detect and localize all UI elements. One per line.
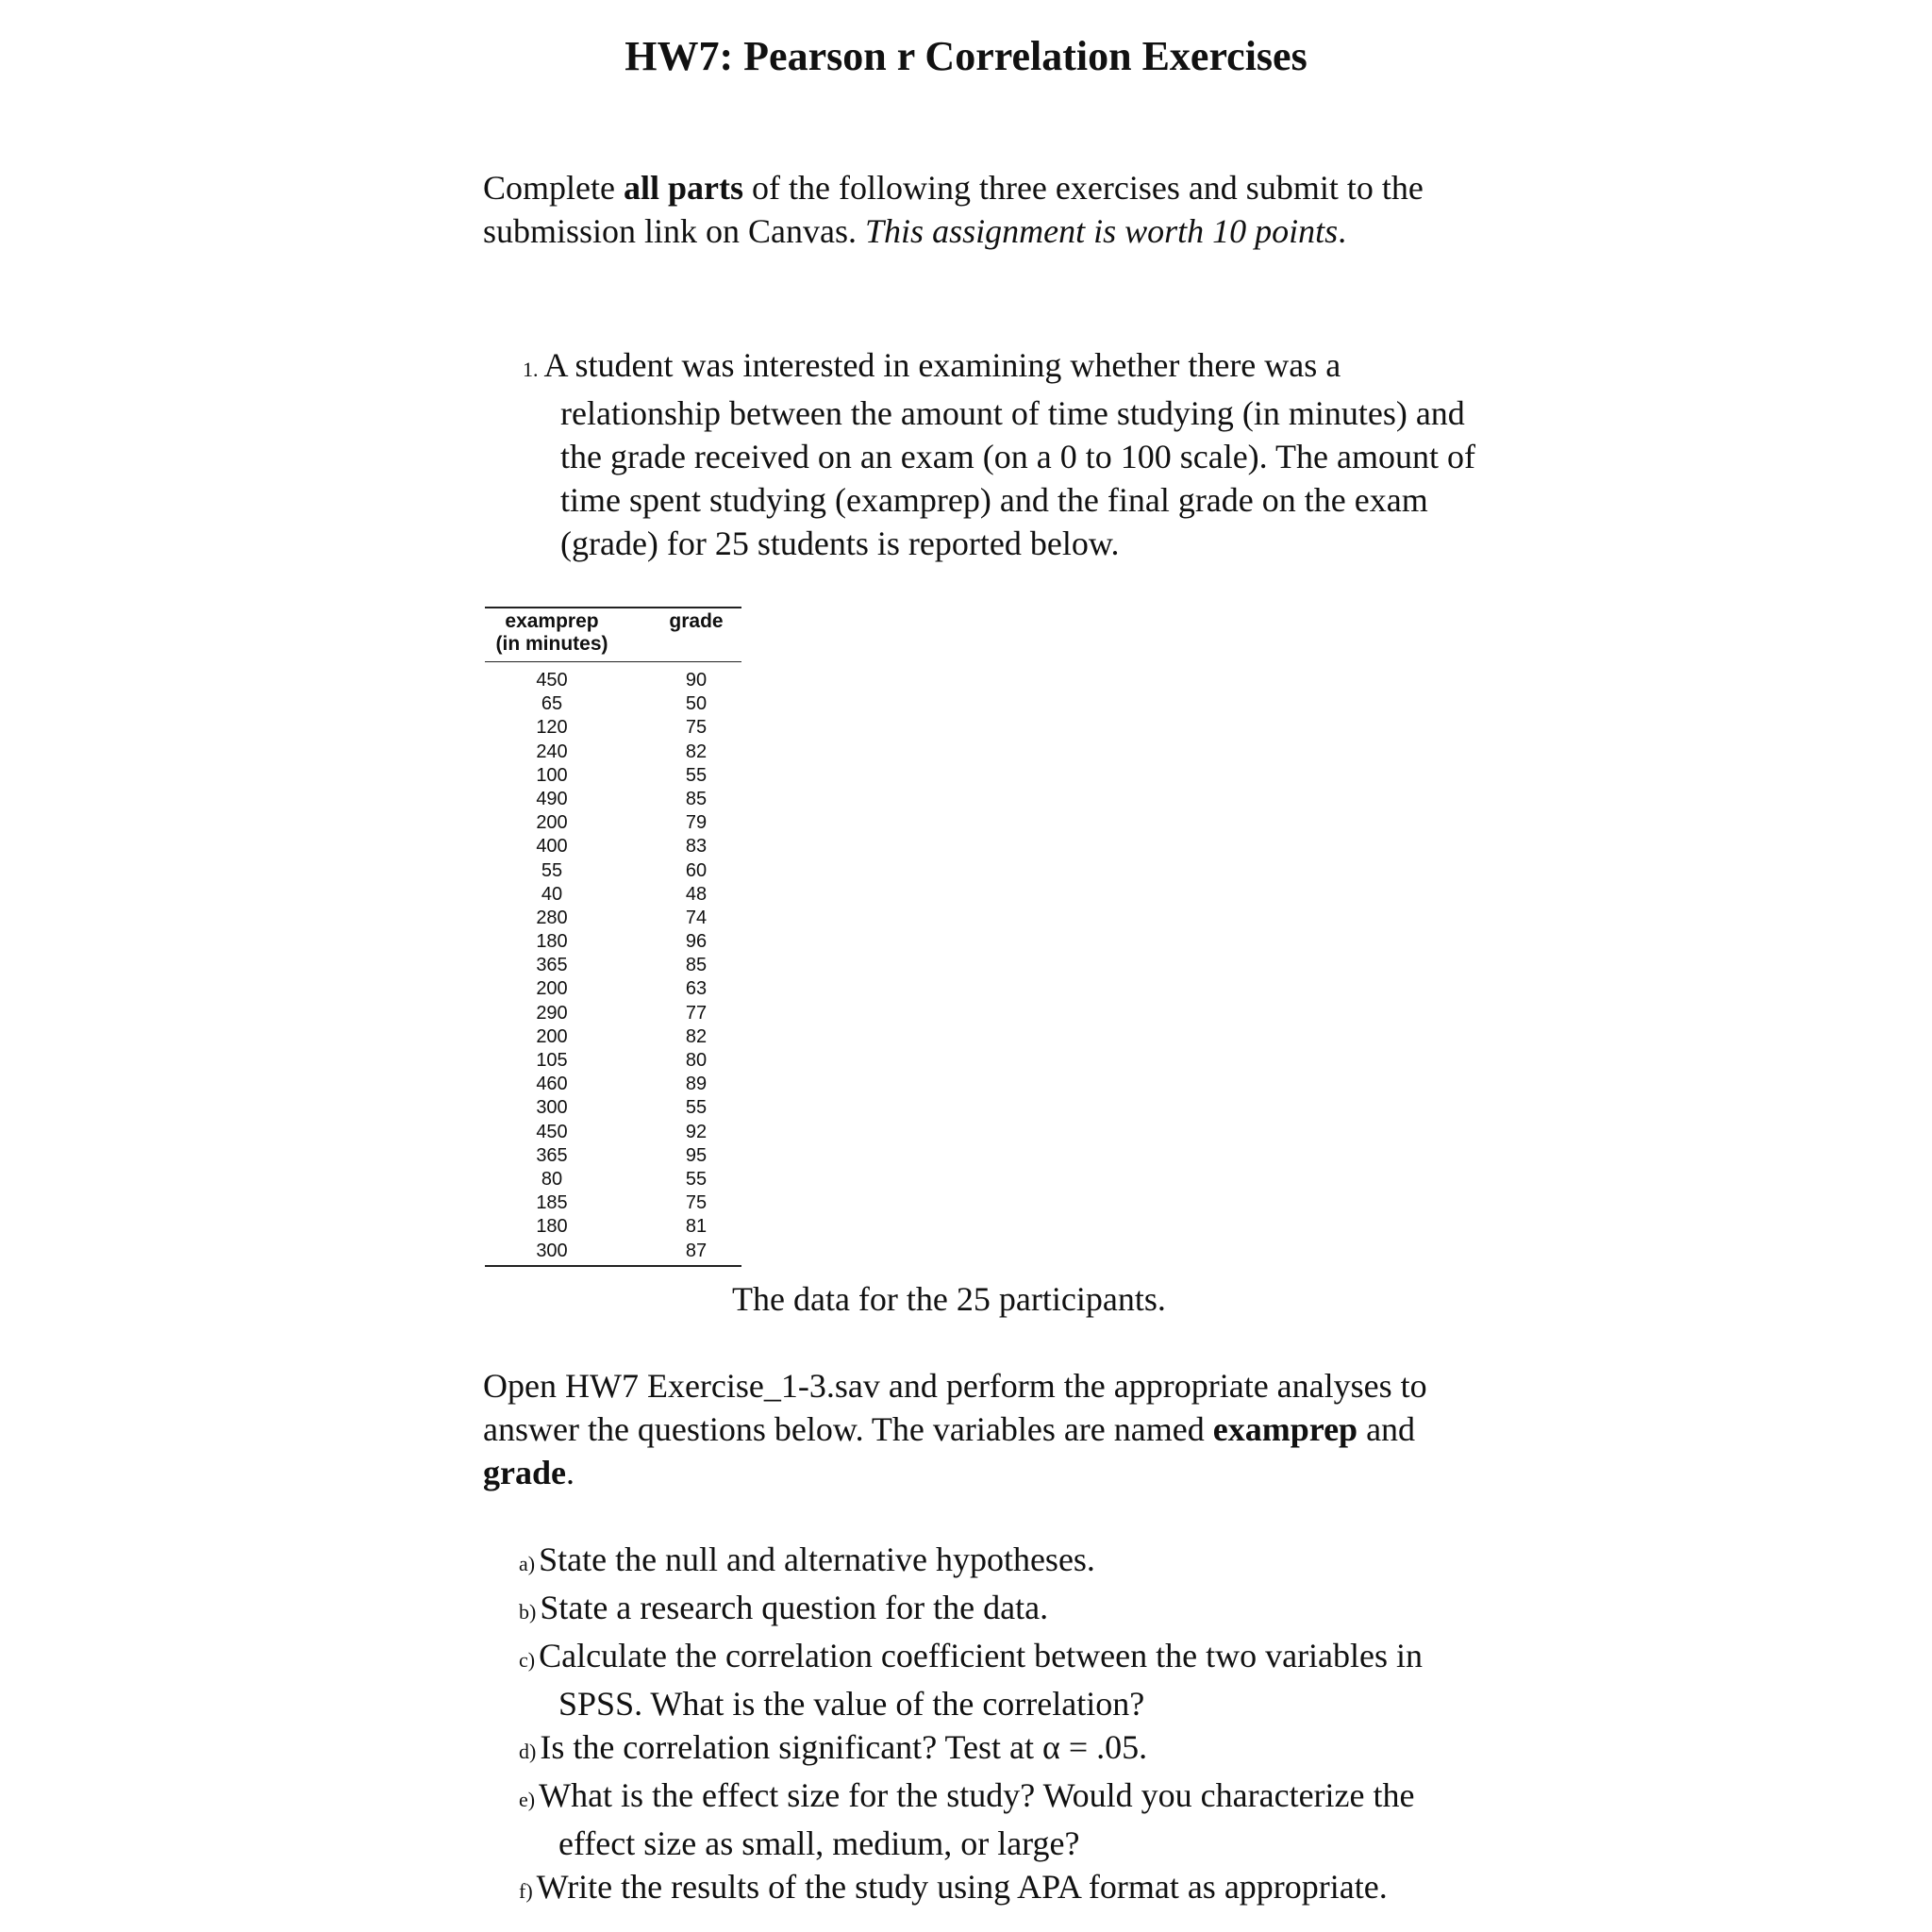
table-row [485,1025,741,1049]
question-text: Calculate the correlation coefficient between the two variables in SPSS. What is the value of the correlation? [539,1637,1424,1723]
examprep-cell: 120 [536,717,568,739]
table-row [485,954,741,977]
question-item [519,1865,1491,1913]
table-row [485,764,741,788]
question-item [519,1538,1491,1586]
grade-cell: 89 [685,1074,708,1095]
grade-cell: 81 [685,1216,708,1238]
table-header [485,608,741,662]
variable-grade: grade [483,1454,566,1491]
data-table [485,607,741,1267]
grade-cell: 79 [685,812,708,834]
grade-cell: 55 [685,764,708,786]
examprep-cell: 400 [536,836,568,858]
instructions-end: . [1338,212,1347,250]
exercise-1 [523,343,1475,565]
question-list [519,1538,1491,1913]
question-item [519,1725,1491,1774]
grade-cell: 63 [685,978,708,1000]
column-header-grade: grade [669,610,724,632]
table-row [485,1096,741,1120]
table-row [485,1191,741,1215]
examprep-cell: 450 [536,1121,568,1142]
examprep-cell: 300 [536,1097,568,1119]
table-row [485,716,741,740]
examprep-cell: 80 [541,1168,563,1190]
question-label: c) [519,1648,536,1672]
grade-cell: 85 [685,955,708,976]
question-label: e) [519,1788,536,1811]
table-row [485,883,741,907]
column-header-examprep-name: examprep [505,610,599,632]
examprep-cell: 55 [541,859,563,881]
grade-cell: 85 [685,788,708,809]
question-text: What is the effect size for the study? Would you characterize the effect size as small, medium, or large? [539,1776,1415,1862]
instructions-text-1: Complete [483,169,624,207]
grade-cell: 82 [685,741,708,762]
table-row [485,811,741,835]
examprep-cell: 490 [536,788,568,809]
table-row [485,1144,741,1168]
question-label: d) [519,1740,537,1763]
instructions-bold: all parts [623,169,743,207]
table-row [485,930,741,954]
column-header-examprep-unit: (in minutes) [495,633,608,655]
grade-cell: 75 [685,717,708,739]
examprep-cell: 460 [536,1074,568,1095]
instructions-paragraph [483,166,1464,253]
examprep-cell: 105 [536,1050,568,1071]
question-item [519,1586,1491,1634]
question-label: b) [519,1600,537,1624]
question-label: a) [519,1552,536,1575]
grade-cell: 82 [685,1025,708,1047]
question-text: Is the correlation significant? Test at α = .05. [540,1728,1148,1766]
table-row [485,788,741,811]
page-title: HW7: Pearson r Correlation Exercises [625,33,1307,79]
examprep-cell: 185 [536,1192,568,1214]
grade-cell: 60 [685,859,708,881]
grade-cell: 83 [685,836,708,858]
table-row [485,1049,741,1073]
grade-cell: 92 [685,1121,708,1142]
examprep-cell: 180 [536,1216,568,1238]
examprep-cell: 100 [536,764,568,786]
variable-examprep: examprep [1212,1410,1358,1448]
table-row [485,692,741,716]
exercise-1-description: A student was interested in examining whether there was a relationship between the amount of time studying (in minutes) and the grade received on an exam (on a 0 to 100 scale). The amount of time spent studying (examprep) and the final grade on the exam (grade) for 25 students is reported below. [543,346,1475,562]
question-text: Write the results of the study using APA format as appropriate. [536,1868,1388,1906]
exercise-1-text [523,343,1475,565]
question-item [519,1634,1491,1725]
table-row [485,669,741,692]
table-row [485,859,741,883]
table-caption: The data for the 25 participants. [732,1280,1166,1318]
table-body [485,662,741,1265]
column-header-examprep [485,610,619,656]
grade-cell: 55 [685,1097,708,1119]
examprep-cell: 365 [536,955,568,976]
open-file-paragraph [483,1364,1492,1494]
table-row [485,1121,741,1144]
question-item [519,1774,1491,1865]
grade-cell: 48 [685,883,708,905]
open-file-text-2: and [1357,1410,1416,1448]
examprep-cell: 200 [536,978,568,1000]
examprep-cell: 450 [536,670,568,691]
grade-cell: 87 [685,1240,708,1261]
examprep-cell: 290 [536,1002,568,1024]
examprep-cell: 280 [536,907,568,928]
grade-cell: 80 [685,1050,708,1071]
examprep-cell: 240 [536,741,568,762]
table-row [485,1215,741,1239]
table-row [485,977,741,1001]
exercise-1-number: 1. [523,358,539,381]
question-text: State a research question for the data. [540,1589,1049,1626]
table-row [485,1240,741,1263]
question-label: f) [519,1879,533,1903]
examprep-cell: 40 [541,883,563,905]
grade-cell: 75 [685,1192,708,1214]
table-row [485,907,741,930]
examprep-cell: 200 [536,812,568,834]
instructions-points: This assignment is worth 10 points [865,212,1339,250]
table-row [485,835,741,858]
grade-cell: 77 [685,1002,708,1024]
instructions-text-2: of the following three exercises and submit to the submission link on Canvas. [483,169,1424,250]
table-row [485,741,741,764]
table-row [485,1002,741,1025]
grade-cell: 95 [685,1144,708,1166]
open-file-text-1: Open HW7 Exercise_1-3.sav and perform the appropriate analyses to answer the questions below. The variables are named [483,1367,1427,1448]
question-text: State the null and alternative hypotheses. [539,1541,1095,1578]
table-row [485,1168,741,1191]
examprep-cell: 200 [536,1025,568,1047]
grade-cell: 55 [685,1168,708,1190]
grade-cell: 50 [685,693,708,715]
grade-cell: 96 [685,931,708,953]
table-row [485,1073,741,1096]
grade-cell: 90 [685,670,708,691]
examprep-cell: 365 [536,1144,568,1166]
grade-cell: 74 [685,907,708,928]
examprep-cell: 180 [536,931,568,953]
examprep-cell: 300 [536,1240,568,1261]
open-file-end: . [565,1454,575,1491]
examprep-cell: 65 [541,693,563,715]
